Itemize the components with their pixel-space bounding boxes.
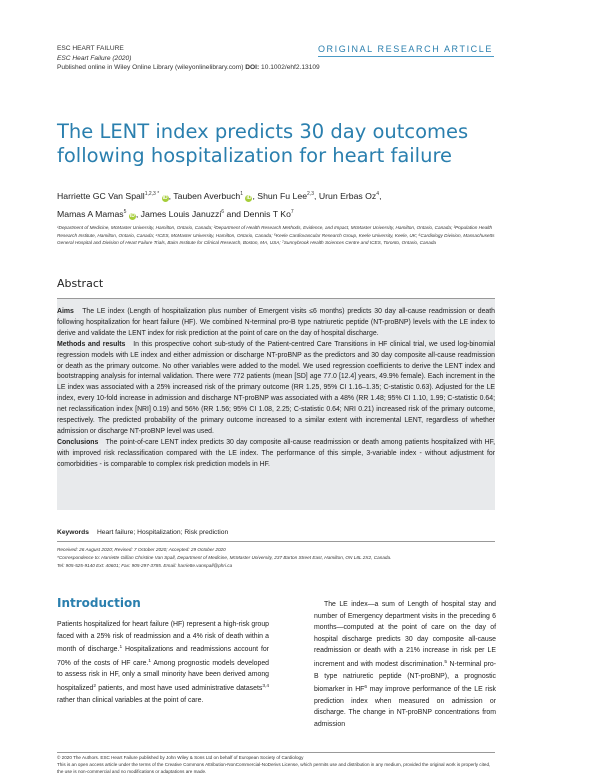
citation-ref[interactable]: 1	[119, 645, 123, 651]
running-header	[57, 44, 320, 73]
abstract-methods: Methods and results In this prospective cohort sub-study of the Patient-centred Care Transitions in HF clinical trial, we used log-binomial regression models with LE index and either admission or discharge NT-proBNP as the predictors and 30 day composite all-cause readmission or death as the primary outcome. No other variables were added to the model. We used regression coefficients to derive the LENT index and bootstrapping analysis for internal validation. There were 772 patients (mean [SD] age 77.0 [12.4] years, 49.9% female). Each increment in the LE index was associated with a 25% increased risk of the primary outcome (RR 1.25, 95% CI 1.16–1.35; C-statistic 0.63). Adjusted for the LE index, every 10-fold increase in admission and discharge NT-proBNP was associated with a 48% (RR 1.48; 95% CI 1.10, 1.99; C-statistic 0.64; net reclassification index [NRI] 0.19) and 56% (RR 1.56; 95% CI 1.08, 2.25; C-statistic 0.64; NRI 0.21) increased risk of the primary outcome, respectively. The predicted probability of the primary outcome increased to a similar extent with incremental LENT, regardless of whether admission or discharge NT-proBNP level was used.	[57, 340, 495, 435]
journal-year: ESC Heart Failure (2020)	[57, 54, 132, 62]
keywords-label: Keywords	[57, 529, 89, 536]
doi-label: DOI:	[245, 64, 260, 72]
author: Tauben Averbuch$^1$ iD	[173, 191, 252, 201]
author: Mamas A Mamas$^5$ iD	[57, 209, 135, 219]
orcid-icon[interactable]: iD	[162, 195, 168, 201]
keywords-divider	[57, 541, 495, 542]
license-text: This is an open access article under the terms of the Creative Commons Attribution-NonCommercial-NoDerivs License, which permits use and distribution in any medium, provided the original work is properly cited, the use is non-commercial and no modifications or adaptations are made.	[57, 761, 491, 774]
orcid-icon[interactable]: iD	[246, 195, 252, 201]
author: Urun Erbas Oz$^4$	[318, 191, 380, 201]
publication-line	[57, 63, 320, 73]
intro-right-column: The LE index—a sum of Length of hospital stay and number of Emergency department visits in the preceding 6 months—computed at the point of care on the day of hospital discharge predicts 30 day composite all-cause readmission or death with a 21% increase in risk per LE increment and with modest discrimination.$^5$ N-terminal pro-B type natriuretic peptide (NT-proBNP), a prognostic biomarker in $HF^6$ may improve performance of the LE risk prediction index when measured on admission or discharge. The change in NT-proBNP concentrations from admission	[314, 601, 496, 728]
article-history	[57, 546, 495, 570]
abstract-heading: Abstract	[57, 277, 104, 290]
journal-short: ESC HEART FAILURE	[57, 45, 124, 52]
citation-ref[interactable]: 5	[444, 659, 448, 665]
article-type: ORIGINAL RESEARCH ARTICLE	[317, 44, 493, 54]
author-list: Harriette GC Van Spall$^{1,2,3 *}$ iD, Tauben Averbuch$^1$ iD, Shun Fu Lee$^{2,3}$, Urun Erbas Oz$^4$, Mamas A Mamas$^5$ iD, James Louis Januzzi$^6$ and Dennis T Ko$^7$	[57, 191, 382, 219]
author: Shun Fu Lee$^{2,3}$	[257, 191, 314, 201]
author: James Louis Januzzi$^6$	[140, 209, 225, 219]
doi-link[interactable]: 10.1002/ehf2.13109	[261, 64, 320, 72]
citation-ref[interactable]: 1	[148, 658, 152, 664]
keywords	[57, 529, 495, 536]
footer-divider	[57, 752, 495, 753]
header-divider	[318, 56, 494, 57]
abstract-aims: Aims The LE index (Length of hospitalization plus number of Emergent visits ≤6 months) predicts 30 day all-cause readmission or death following hospitalization for heart failure (HF). We combined N-terminal pro-B type natriuretic peptide (NT-proBNP) levels with the LE index to derive and validate the LENT index for risk prediction at the point of care on the day of hospital discharge.	[57, 308, 495, 337]
copyright: © 2020 The Authors. ESC Heart Failure published by John Wiley & Sons Ltd on behalf of European Society of Cardiology	[57, 755, 304, 760]
affiliations: ¹Department of Medicine, McMaster University, Hamilton, Ontario, Canada; ²Department of Health Research Methods, Evidence, and Impact, McMaster University, Hamilton, Ontario, Canada; ³Population Health Research Institute, Hamilton, Ontario, Canada; ⁴ICES, McMaster University, Hamilton, Ontario, Canada; ⁵Keele Cardiovascular Research Group, Keele University, Keele, UK; ⁶Cardiology Division, Massachusetts General Hospital and Division of Heart Failure Trials, Baim Institute for Clinical Research, Boston, MA, USA; ⁷Sunnybrook Health Sciences Centre and ICES, Toronto, Ontario, Canada	[57, 225, 495, 245]
citation-ref[interactable]: 3,4	[262, 683, 269, 689]
license-footer	[57, 755, 497, 775]
citation-ref[interactable]: 6	[364, 685, 368, 691]
citation-ref[interactable]: 2	[93, 683, 97, 689]
correspondence: *Correspondence to: Harriette Gillian Christine Van Spall, Department of Medicine, McMaster University, 237 Barton Street East, Hamilton, ON L8L 2X2, Canada.	[57, 555, 392, 560]
received-dates: Received: 26 August 2020; Revised: 7 October 2020; Accepted: 29 October 2020	[57, 547, 226, 552]
contact-info: Tel: 905-525-9140 Ext: 40601; Fax: 905-297-3785. Email: harriette.vanspall@phri.ca	[57, 563, 233, 568]
abstract-conclusions: Conclusions The point-of-care LENT index predicts 30 day composite all-cause readmission or death among patients hospitalized with HF, with improved risk reclassification compared with the LE index. The performance of this simple, 3-variable index - without adjustment for comorbidities - is comparable to complex risk prediction models in HF.	[57, 438, 496, 468]
author: Harriette GC Van Spall$^{1,2,3 *}$ iD	[57, 191, 168, 201]
article-title: The LENT index predicts 30 day outcomes following hospitalization for heart failure	[57, 120, 469, 167]
orcid-icon[interactable]: iD	[129, 213, 135, 219]
author: and Dennis T Ko$^7$	[226, 209, 294, 219]
introduction-heading: Introduction	[57, 596, 141, 610]
intro-left-column: Patients hospitalized for heart failure (HF) represent a high-risk group faced with a 25% risk of readmission and a 4% risk of death within a month of discharge.$^1$ Hospitalizations and readmissions account for 70% of the costs of HF care.$^1$ Among prognostic models developed to assess risk in HF, only a small minority have been derived among hospitalized$^2$ patients, and most have used administrative datasets$^{3,4}$ rather than clinical variables at the point of care.	[57, 621, 269, 704]
abstract-body	[57, 307, 495, 471]
published-online: Published online in Wiley Online Library (wileyonlinelibrary.com)	[57, 64, 244, 72]
keywords-text: Heart failure; Hospitalization; Risk prediction	[96, 529, 229, 536]
